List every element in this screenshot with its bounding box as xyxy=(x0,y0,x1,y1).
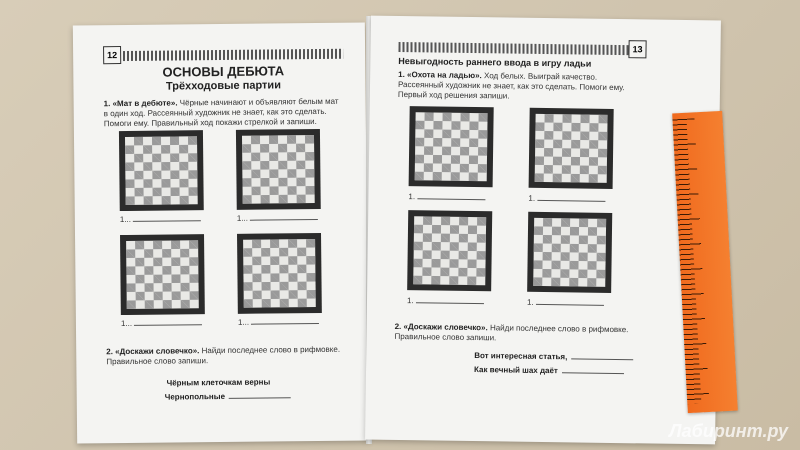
answer-line: 1. xyxy=(527,298,604,308)
page-subtitle: Трёхходовые партии xyxy=(165,79,281,93)
task2-number: 2. xyxy=(394,321,402,332)
task2-body: Найди последнее слово в рифмовке. Правильное слово запиши. xyxy=(106,344,341,367)
task1-number: 1. xyxy=(103,99,111,109)
task2-title: «Доскажи словечко». xyxy=(403,322,488,333)
watermark: Лабиринт.ру xyxy=(669,421,788,441)
chess-board xyxy=(120,234,205,315)
poem-line: Чернопольные xyxy=(165,391,291,401)
chess-board xyxy=(236,129,321,210)
task1-title: «Мат в дебюте». xyxy=(112,98,178,109)
page-number: 12 xyxy=(103,46,121,64)
answer-line: 1... xyxy=(237,213,318,223)
task2-number: 2. xyxy=(106,347,113,357)
page-title: Невыгодность раннего ввода в игру ладьи xyxy=(398,55,592,69)
task1-body: Ход белых. Выиграй качество. Рассеянный художник не знает, как это сделать. Помоги ему. Первый ход решения запиши. xyxy=(397,71,625,101)
task1-number: 1. xyxy=(398,69,405,80)
answer-line: 1. xyxy=(407,296,484,306)
answer-line: 1. xyxy=(528,194,605,204)
task2-title: «Доскажи словечко». xyxy=(115,346,200,357)
poem-line: Вот интересная статья, xyxy=(474,351,633,362)
chess-board xyxy=(409,106,494,187)
answer-line: 1... xyxy=(121,318,202,328)
page-number: 13 xyxy=(628,40,646,58)
task1-text xyxy=(398,70,638,103)
left-page xyxy=(73,22,369,443)
poem-line: Чёрным клеточкам верны xyxy=(166,377,271,388)
chess-board xyxy=(527,212,612,293)
chess-board xyxy=(529,108,614,189)
task2-text xyxy=(394,322,634,345)
chess-board xyxy=(237,233,322,314)
task1-body: Чёрные начинают и объявляют белым мат в один ход. Рассеянный художник не знает, как это сделать. Помоги ему. Правильный ход покажи стрелкой и запиши. xyxy=(103,96,339,129)
answer-line: 1. xyxy=(408,192,485,202)
header-ornament xyxy=(398,42,643,55)
poem-line: Как вечный шах даёт xyxy=(474,365,624,376)
task2-body: Найди последнее слово в рифмовке. Правильное слово запиши. xyxy=(394,323,629,343)
answer-line: 1... xyxy=(238,317,319,327)
right-page xyxy=(365,16,721,445)
task1-title: «Охота на ладью». xyxy=(407,70,482,81)
page-title: ОСНОВЫ ДЕБЮТА xyxy=(162,63,285,80)
chess-board xyxy=(119,130,204,211)
header-ornament xyxy=(103,49,343,62)
task2-text xyxy=(106,345,346,368)
answer-line: 1... xyxy=(120,214,201,224)
chess-board xyxy=(407,210,492,291)
task1-text xyxy=(104,97,344,130)
